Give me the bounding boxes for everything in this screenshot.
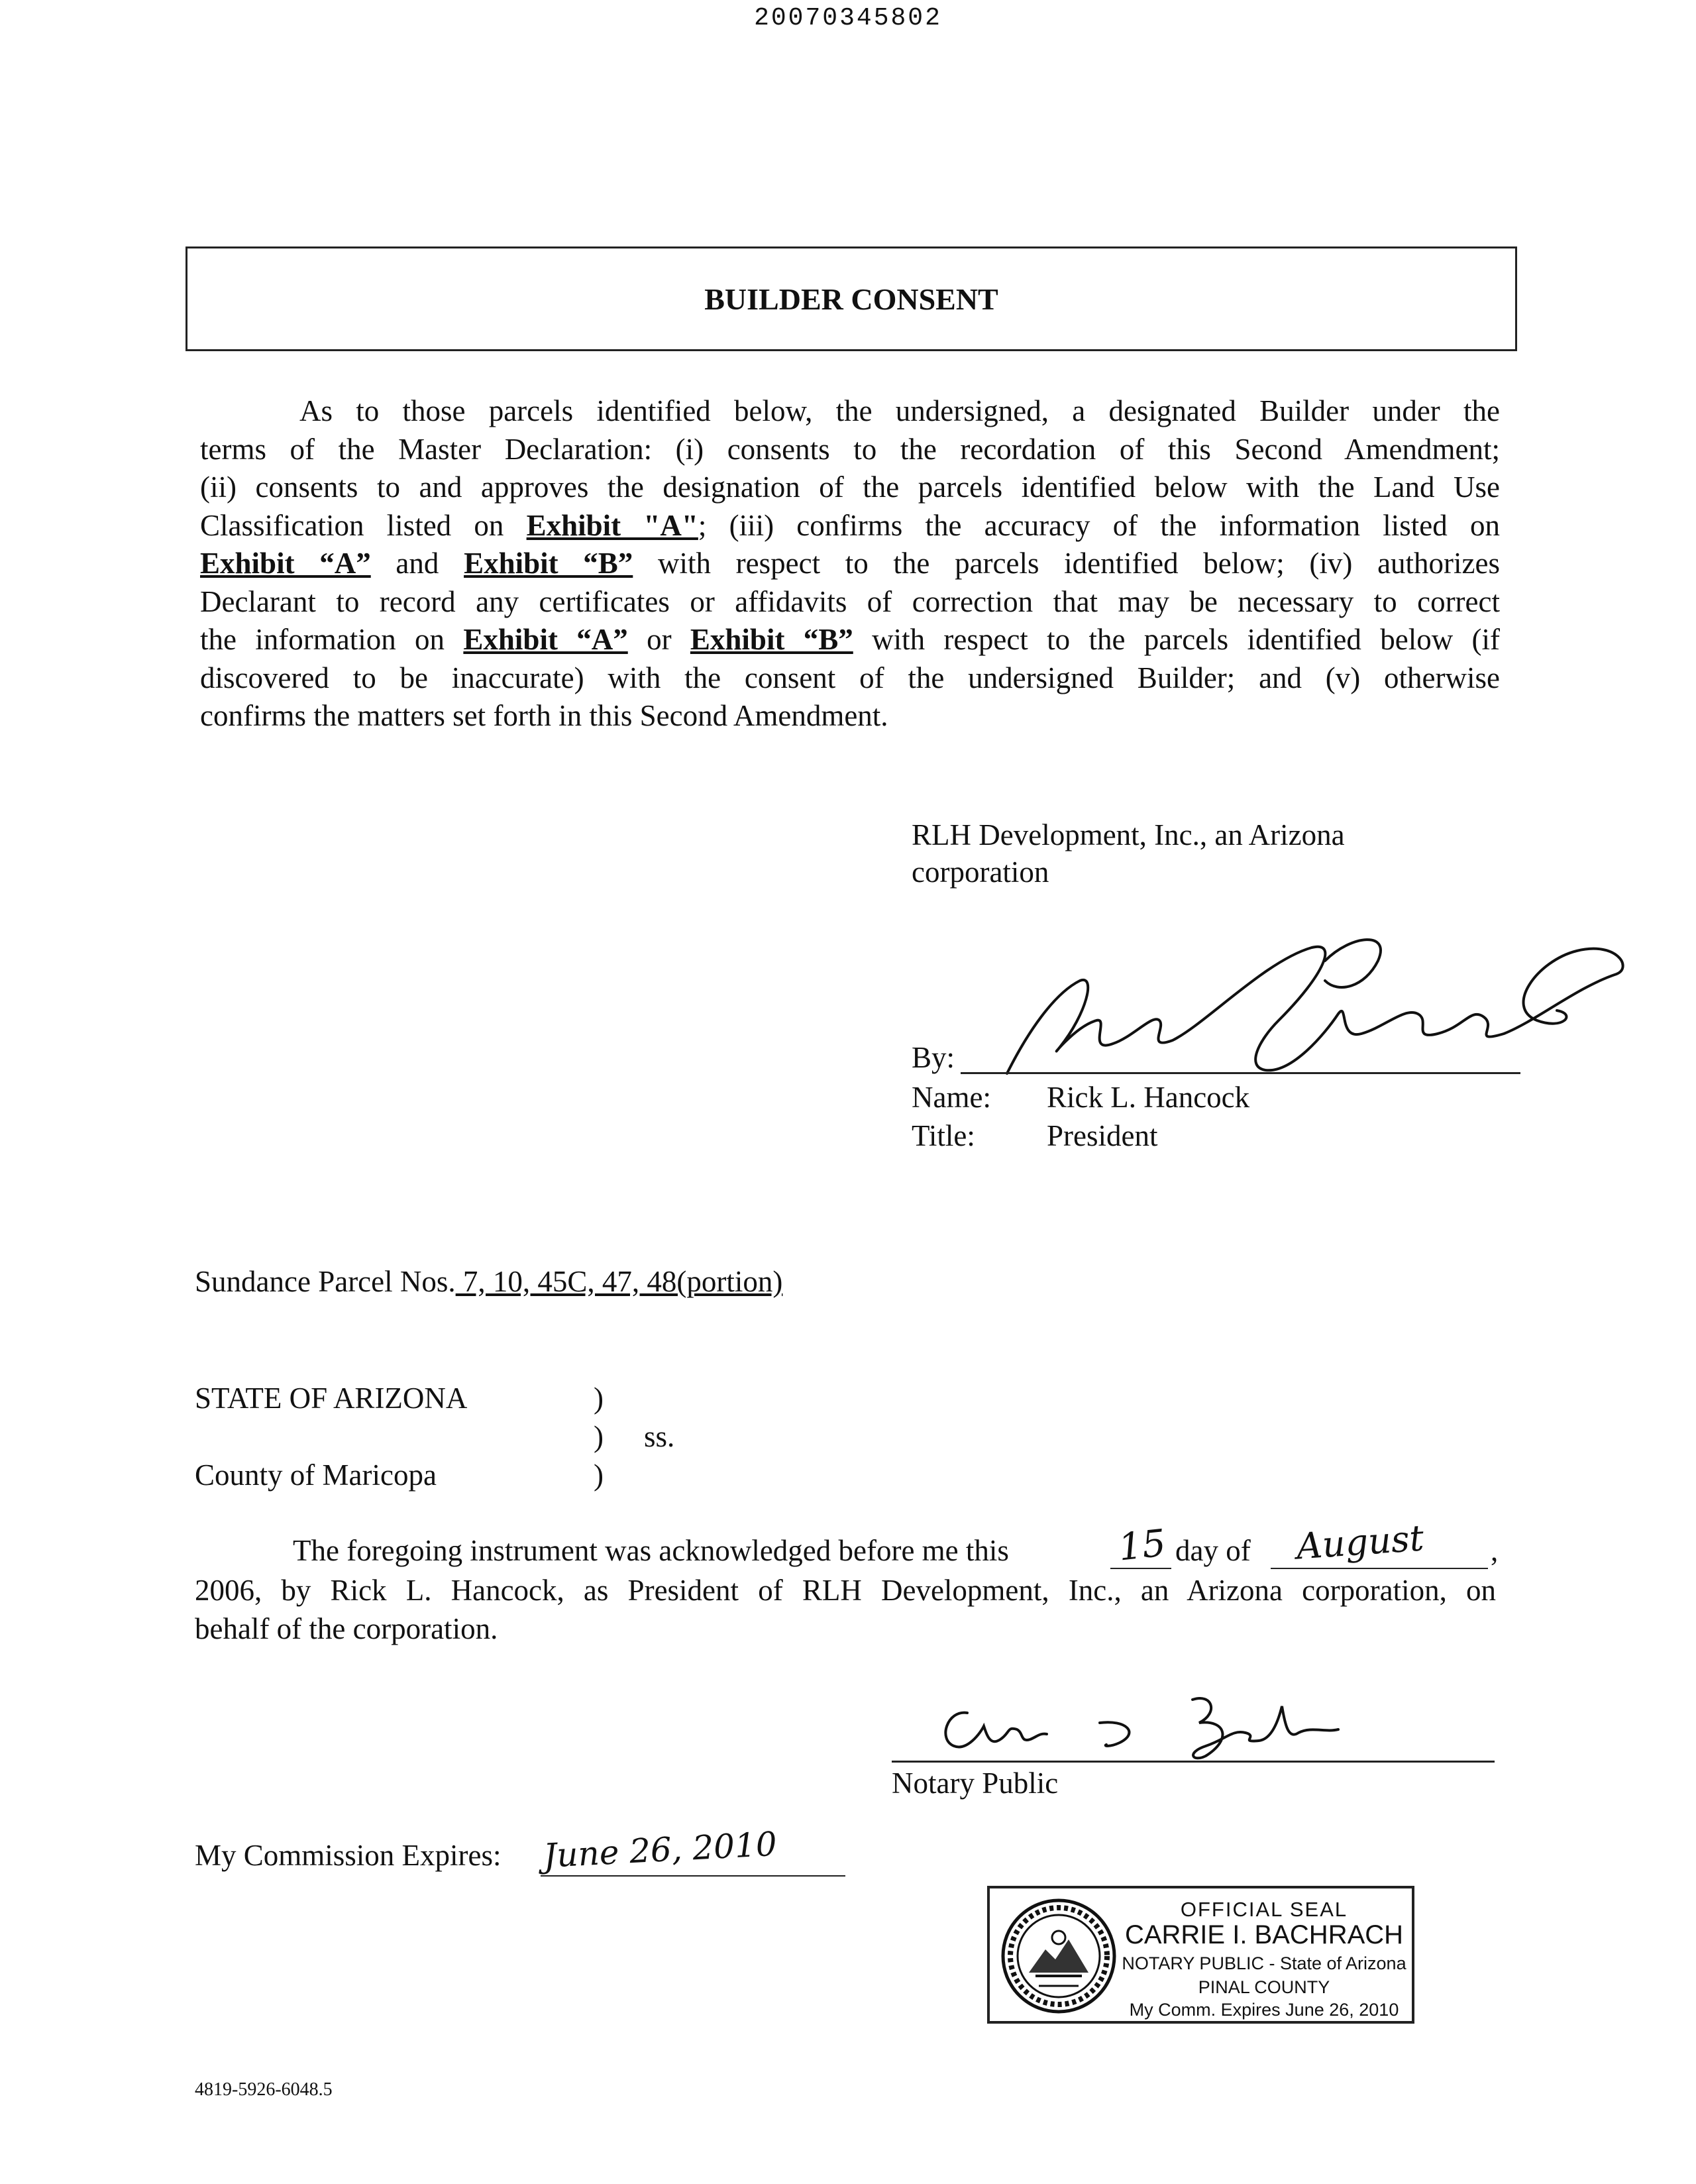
ack-line-2: 2006, by Rick L. Hancock, as President of RLH Development, Inc., an Arizona corporation, on — [195, 1574, 1496, 1607]
parcel-values: 7, 10, 45C, 47, 48(portion) — [455, 1265, 783, 1298]
ack-part-1: The foregoing instrument was acknowledged before me this — [293, 1534, 1009, 1567]
seal-line-4: PINAL COUNTY — [1198, 1977, 1330, 1997]
exhibit-b-ref: Exhibit “B” — [690, 623, 853, 656]
seal-emblem-icon — [999, 1896, 1118, 2016]
title-label: Title: — [912, 1119, 975, 1152]
name-value: Rick L. Hancock — [1047, 1081, 1250, 1114]
builder-signature — [980, 934, 1630, 1093]
seal-line-2: CARRIE I. BACHRACH — [1124, 1920, 1404, 1949]
text-run: or — [627, 623, 690, 656]
company-line-2: corporation — [912, 855, 1049, 889]
ack-month-handwritten: August — [1295, 1517, 1426, 1568]
venue-county: County of Maricopa — [195, 1458, 437, 1492]
record-number: 20070345802 — [754, 4, 942, 32]
exhibit-a-ref: Exhibit "A" — [526, 508, 698, 542]
seal-line-3: NOTARY PUBLIC - State of Arizona — [1122, 1953, 1406, 1973]
ack-part-2: day of — [1175, 1534, 1251, 1567]
footer-document-id: 4819-5926-6048.5 — [195, 2079, 333, 2100]
parcel-label: Sundance Parcel Nos. — [195, 1265, 456, 1298]
para-line-4 — [200, 507, 1500, 545]
para-line-6: Declarant to record any certificates or affidavits of correction that may be necessary to correct — [200, 584, 1500, 618]
title-value: President — [1047, 1119, 1158, 1152]
name-label: Name: — [912, 1081, 991, 1114]
seal-line-1: OFFICIAL SEAL — [1180, 1898, 1348, 1921]
exhibit-b-ref: Exhibit “B” — [464, 547, 633, 580]
commission-label: My Commission Expires: — [195, 1839, 502, 1872]
ack-line-3: behalf of the corporation. — [195, 1612, 498, 1645]
document-title: BUILDER CONSENT — [704, 282, 998, 316]
ack-day-line — [1110, 1568, 1171, 1569]
text-run: with respect to the parcels identified below; (iv) authorizes — [633, 547, 1500, 580]
para-line-9: confirms the matters set forth in this Second Amendment. — [200, 699, 888, 732]
exhibit-a-ref: Exhibit “A” — [463, 623, 628, 656]
parcel-numbers-line — [195, 1263, 782, 1300]
signature-line — [961, 1072, 1520, 1074]
para-line-2: terms of the Master Declaration: (i) consents to the recordation of this Second Amendment; — [200, 432, 1500, 466]
venue-paren-2: ) — [594, 1420, 604, 1453]
text-run: ; (iii) confirms the accuracy of the information listed on — [698, 508, 1500, 542]
para-line-8: discovered to be inaccurate) with the consent of the undersigned Builder; and (v) otherwise — [200, 661, 1500, 694]
by-label: By: — [912, 1041, 955, 1074]
para-line-5 — [200, 545, 1500, 583]
text-run: the information on — [200, 623, 464, 656]
commission-date-handwritten: June 26, 2010 — [542, 1824, 778, 1876]
notary-public-label: Notary Public — [892, 1767, 1059, 1800]
venue-paren-3: ) — [594, 1458, 604, 1492]
venue-paren-1: ) — [594, 1382, 604, 1415]
exhibit-a-ref: Exhibit “A” — [200, 547, 371, 580]
company-line-1: RLH Development, Inc., an Arizona — [912, 818, 1345, 851]
ack-month-line — [1271, 1568, 1488, 1569]
para-line-1: As to those parcels identified below, the undersigned, a designated Builder under the — [299, 394, 1500, 427]
ack-day-handwritten: 15 — [1116, 1521, 1168, 1570]
text-run: and — [370, 547, 464, 580]
text-run: with respect to the parcels identified below (if — [853, 623, 1500, 656]
notary-signature-line — [892, 1761, 1495, 1763]
ack-comma: , — [1491, 1534, 1499, 1567]
seal-line-5: My Comm. Expires June 26, 2010 — [1129, 2000, 1399, 2020]
consent-paragraph — [200, 392, 1500, 736]
commission-date-line — [541, 1875, 845, 1877]
venue-ss: ss. — [644, 1420, 675, 1453]
venue-state: STATE OF ARIZONA — [195, 1382, 468, 1415]
para-line-7 — [200, 621, 1500, 659]
text-run: Classification listed on — [200, 508, 527, 542]
para-line-3: (ii) consents to and approves the designation of the parcels identified below with the Land Use — [200, 470, 1500, 504]
